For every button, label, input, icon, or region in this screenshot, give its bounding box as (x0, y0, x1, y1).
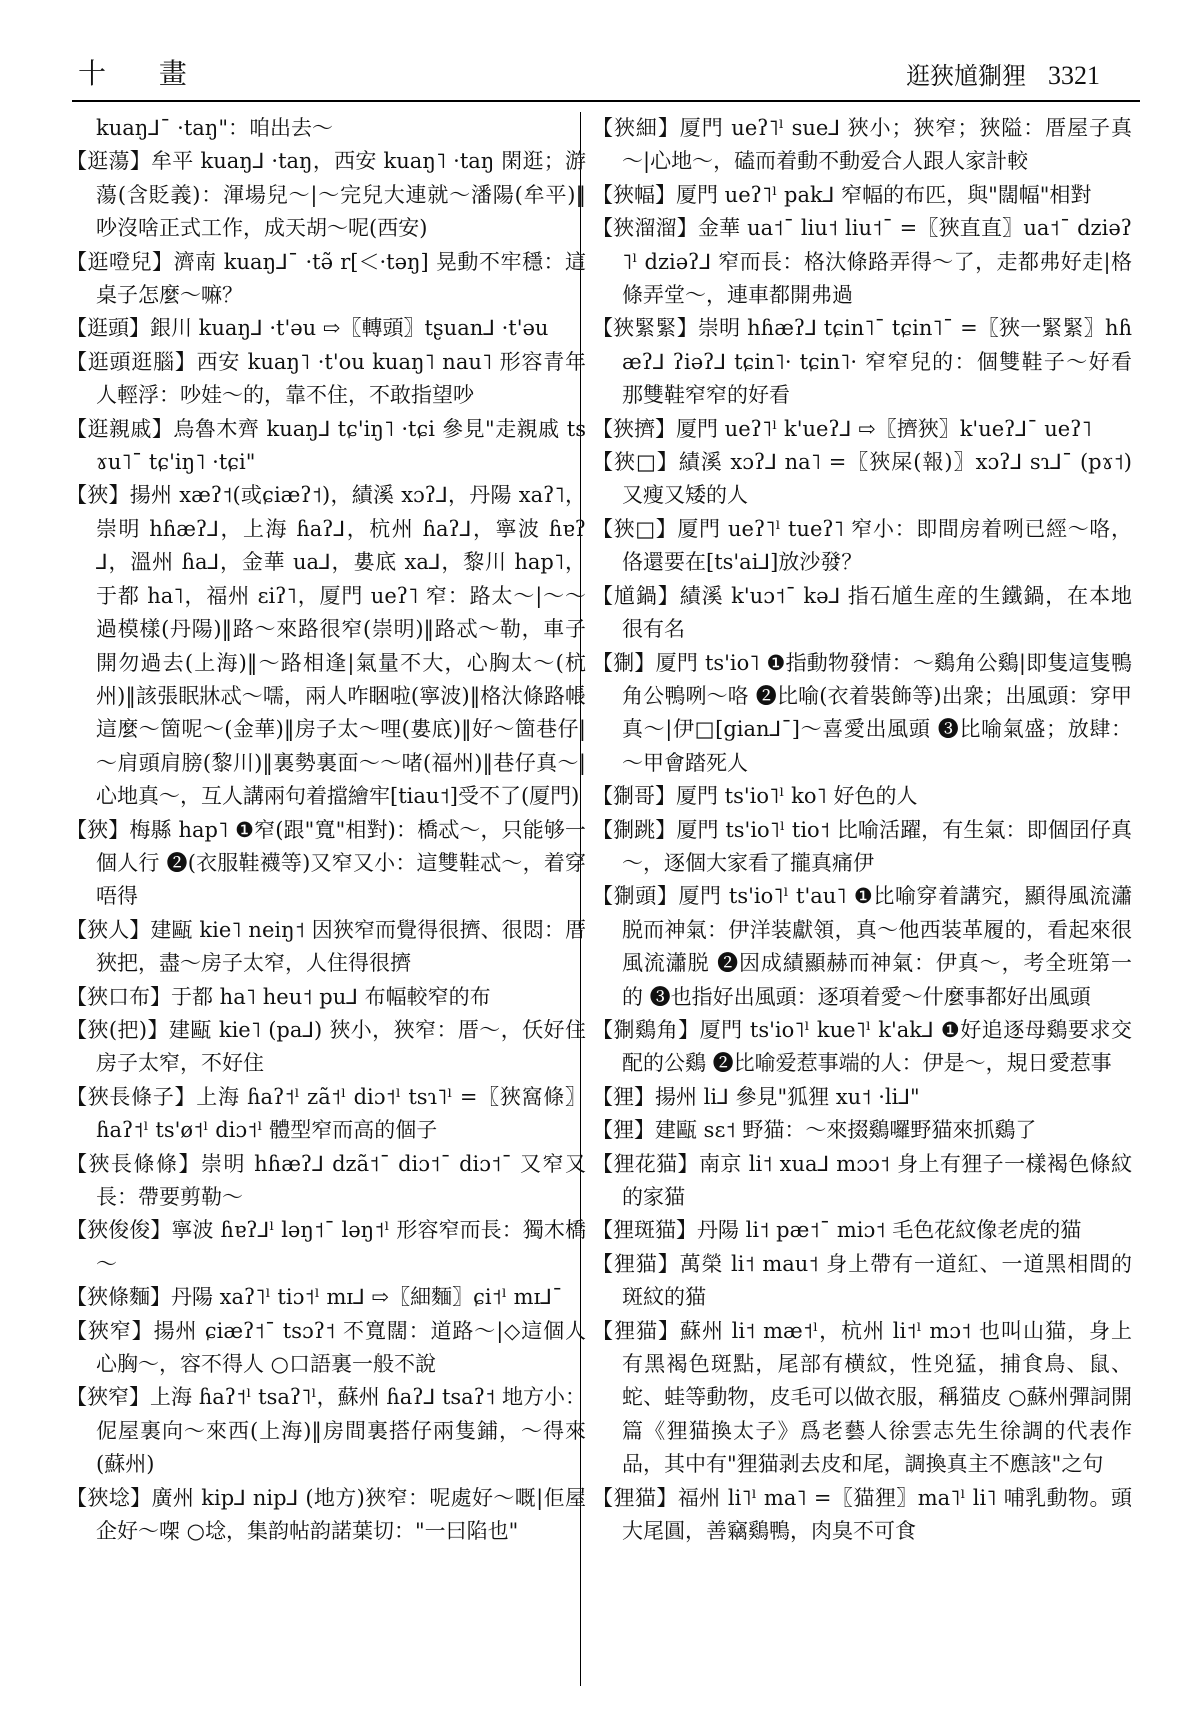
entry-headword: 【狹口布】 (66, 984, 171, 1009)
entry-headword: 【逛親戚】 (66, 416, 174, 441)
entry-definition: 銀川 kuaŋ⅃ ·t'əu ⇨〖轉頭〗tʂuan⅃ ·t'əu (150, 316, 549, 341)
dictionary-entry (66, 1014, 586, 1081)
dictionary-entry (592, 1482, 1132, 1549)
entry-definition: 烏魯木齊 kuaŋ⅃ tɕ'iŋ˥ ·tɕi 參見"走親戚 tsɤu˥ˉ tɕ'iŋ˥ ·tɕi" (96, 416, 586, 475)
entry-definition: 厦門 ueʔ˥ˡ tueʔ˥ 窄小：即間房着咧已經～咯，佫還要在[ts'ai⅃]放沙發？ (622, 516, 1132, 575)
entry-definition: 金華 ua˦ˉ liu˦ liu˦ˉ =〖狹直直〗ua˦ˉ dziəʔ˥ˡ dziəʔ⅃ 窄而長：格汏條路弄得～了，走都弗好走|格條弄堂～，連車都開弗過 (622, 216, 1133, 308)
entry-headword: 【狸猫】 (592, 1318, 680, 1343)
dictionary-entry (66, 1281, 586, 1314)
entry-headword: 【馗鍋】 (592, 583, 680, 608)
entry-definition: 建甌 kie˥ (pa⅃) 狹小，狹窄：厝～，仸好住房子太窄，不好住 (96, 1017, 586, 1076)
dictionary-entry (66, 1214, 586, 1281)
entry-headword: 【狹窄】 (66, 1318, 154, 1343)
dictionary-entry (66, 112, 586, 145)
entry-definition: 梅縣 hap˥ ❶窄(跟"寬"相對)：橋忒～，只能够一個人行 ❷(衣服鞋襪等)又窄又小：這雙鞋忒～，着穿唔得 (96, 817, 587, 909)
entry-headword: 【逛噔兒】 (66, 249, 174, 274)
dictionary-entry (592, 647, 1132, 781)
section-title: 十 畫 (78, 57, 209, 90)
entry-definition: 厦門 ts'io˥ˡ tio˦ 比喻活躍，有生氣：即個囝仔真～，逐個大家看了攏真痛伊 (622, 817, 1133, 875)
dictionary-entry (592, 1014, 1132, 1081)
dictionary-entry (592, 1148, 1132, 1215)
entry-definition: 南京 li˦ xua⅃ mɔɔ˦ 身上有狸子一樣褐色條紋的家猫 (622, 1151, 1132, 1209)
entry-headword: 【狸猫】 (592, 1251, 680, 1276)
entry-headword: 【逛頭】 (66, 316, 150, 341)
page-header (78, 52, 1100, 102)
entry-headword: 【狹窄】 (66, 1385, 151, 1410)
entry-definition: kuaŋ⅃ˉ ·taŋ"：咱出去～ (96, 116, 333, 140)
running-head-chars: 逛狹馗猘狸 (906, 62, 1026, 90)
entry-headword: 【狹長條子】 (66, 1084, 197, 1109)
entry-headword: 【狹緊緊】 (592, 316, 698, 341)
dictionary-entry (66, 1148, 586, 1215)
page-number: 3321 (1048, 61, 1100, 90)
entry-definition: 崇明 hɦæʔ⅃ dzã˦ˉ diɔ˦ˉ diɔ˦ˉ 又窄又長：帶要剪勒～ (96, 1151, 587, 1209)
dictionary-entry (592, 446, 1132, 513)
entry-definition: 績溪 k'uɔ˦ˉ kə⅃ 指石馗生産的生鐵鍋，在本地很有名 (622, 583, 1132, 642)
entry-definition: 厦門 ts'io˥ˡ kue˥ˡ k'ak⅃ ❶好追逐母鷄要求交配的公鷄 ❷比喻爱惹事端的人：伊是～，規日愛惹事 (622, 1017, 1132, 1076)
dictionary-entry (592, 1214, 1132, 1247)
entry-headword: 【猘】 (592, 650, 656, 675)
entry-definition: 建甌 kie˥ neiŋ˦ 因狹窄而覺得很擠、很悶：厝狹把，盡～房子太窄，人住得很擠 (96, 917, 586, 976)
entry-definition: 萬榮 li˦ mau˦ 身上帶有一道紅、一道黑相間的斑紋的猫 (622, 1251, 1133, 1310)
entry-definition: 揚州 xæʔ˦(或ɕiæʔ˦)，績溪 xɔʔ⅃，丹陽 xaʔ˥，崇明 hɦæʔ⅃，上海 ɦaʔ⅃，杭州 ɦaʔ⅃，寧波 ɦɐʔ⅃，溫州 ɦa⅃，金華 ua⅃，婁底 xa⅃，黎川 hap˥，于都 ha˥，福州 ɛiʔ˥，厦門 ueʔ˥ 窄：路太～|～～過模樣(丹陽)‖路～來路很窄(崇明)‖路忒～勒，車子開勿過去(上海)‖～路相逢|氣量不大，心胸太～(杭州)‖該張眠牀忒～嚅，兩人咋睏啦(寧波)‖格汏條路帳這麼～箇呢～(金華)‖房子太～哩(婁底)‖好～箇巷仔|～肩頭肩膀(黎川)‖裏勢裏面～～啫(福州)‖巷仔真～|心地真～，互人講兩句着擋繪牢[tiau˦]受不了(厦門) (96, 483, 587, 809)
entry-headword: 【狹幅】 (592, 182, 676, 207)
dictionary-entry (66, 1482, 586, 1549)
dictionary-entry (66, 814, 586, 914)
entry-definition: 績溪 xɔʔ⅃ na˥ =〖狹屎(報)〗xɔʔ⅃ sɿ⅃ˉ (pɤ˦) 又瘦又矮的人 (622, 450, 1132, 508)
entry-headword: 【狹】 (66, 817, 130, 842)
dictionary-entry (66, 1381, 586, 1481)
entry-definition: 于都 ha˥ heu˦ pu⅃ 布幅較窄的布 (171, 984, 491, 1009)
dictionary-entry (592, 1315, 1132, 1482)
entry-headword: 【狹□】 (592, 450, 679, 475)
entry-headword: 【猘頭】 (592, 884, 679, 909)
entry-definition: 廣州 kip⅃ nip⅃ (地方)狹窄：呢處好～嘅|佢屋企好～㗎 ○埝，集韵帖韵諾葉切："一曰陷也" (96, 1485, 586, 1544)
dictionary-entry (592, 179, 1132, 212)
entry-definition: 崇明 hɦæʔ⅃ tɕin˥ˉ tɕin˥ˉ =〖狹一緊緊〗hɦæʔ⅃ ʔiəʔ⅃ tɕin˥· tɕin˥· 窄窄兒的：個雙鞋子～好看那雙鞋窄窄的好看 (622, 316, 1132, 408)
entry-headword: 【狸斑猫】 (592, 1218, 697, 1243)
dictionary-entry (592, 212, 1132, 312)
entry-definition: 揚州 ɕiæʔ˦ˉ tsɔʔ˦ 不寬闊：道路～|◇這個人心胸～，容不得人 ○口語裏一般不說 (96, 1318, 586, 1377)
entry-headword: 【狹□】 (592, 516, 678, 541)
entry-headword: 【狹擠】 (592, 416, 676, 441)
entry-headword: 【狸花猫】 (592, 1151, 699, 1176)
entry-headword: 【狹溜溜】 (592, 216, 698, 241)
left-column (66, 112, 586, 1548)
dictionary-entry (592, 312, 1132, 412)
dictionary-entry (66, 1081, 586, 1148)
entry-definition: 厦門 ueʔ˥ˡ k'ueʔ⅃ ⇨〖擠狹〗k'ueʔ⅃ˉ ueʔ˥ (676, 416, 1092, 441)
entry-definition: 厦門 ueʔ˥ˡ sue⅃ 狹小；狹窄；狹隘：厝屋子真～|心地～，磕而着動不動爱合人跟人家計較 (622, 116, 1133, 174)
entry-definition: 濟南 kuaŋ⅃ˉ ·tə̃ r[＜·təŋ] 晃動不牢穩：這桌子怎麼～嘛？ (96, 249, 586, 308)
dictionary-entry (66, 981, 586, 1014)
entry-definition: 牟平 kuaŋ⅃ ·taŋ，西安 kuaŋ˥ ·taŋ 閑逛；游蕩(含貶義)：渾場兒～|～完兒大連就～潘陽(牟平)‖吵沒啥正式工作，成天胡～呢(西安) (96, 149, 587, 241)
entry-headword: 【狸】 (592, 1118, 655, 1143)
entry-definition: 西安 kuaŋ˥ ·t'ou kuaŋ˥ nau˥ 形容青年人輕浮：吵娃～的，靠不住，不敢指望吵 (96, 349, 586, 408)
entry-definition: 丹陽 xaʔ˥ˡ tiɔ˦ˡ mɪ⅃ ⇨〖細麵〗ɕi˦ˡ mɪ⅃ˉ (171, 1285, 563, 1310)
dictionary-entry (592, 814, 1132, 881)
entry-headword: 【狹條麵】 (66, 1285, 171, 1310)
entry-headword: 【狹長條條】 (66, 1151, 201, 1176)
entry-headword: 【狸猫】 (592, 1485, 678, 1510)
running-head (906, 56, 1100, 91)
entry-headword: 【猘哥】 (592, 784, 676, 809)
right-column (592, 112, 1132, 1548)
entry-definition: 建甌 sɛ˦ 野猫：～來掇鷄囉野猫來抓鷄了 (655, 1118, 1037, 1143)
dictionary-entry (592, 1248, 1132, 1315)
dictionary-entry (66, 246, 586, 313)
dictionary-entry (592, 880, 1132, 1014)
entry-definition: 上海 ɦaʔ˦ˡ zã˦ˡ diɔ˦ˡ tsɿ˥ˡ =〖狹窩條〗ɦaʔ˦ˡ ts'ø˦ˡ diɔ˦ˡ 體型窄而高的個子 (96, 1084, 587, 1143)
entry-headword: 【狹俊俊】 (66, 1218, 172, 1243)
dictionary-entry (592, 1114, 1132, 1147)
dictionary-entry (66, 1315, 586, 1382)
entry-definition: 厦門 ueʔ˥ˡ pak⅃ 窄幅的布匹，與"闊幅"相對 (676, 182, 1092, 207)
entry-definition: 上海 ɦaʔ˦ˡ tsaʔ˥ˡ，蘇州 ɦaʔ⅃ tsaʔ˦ 地方小：伲屋裏向～來西(上海)‖房間裏搭仔兩隻鋪，～得來(蘇州) (96, 1385, 586, 1477)
header-rule (72, 100, 1140, 102)
entry-headword: 【猘鷄角】 (592, 1017, 700, 1042)
dictionary-entry (66, 413, 586, 480)
entry-definition: 揚州 li⅃ 參見"狐狸 xu˦ ·li⅃" (655, 1084, 920, 1109)
entry-headword: 【狹人】 (66, 917, 151, 942)
entry-headword: 【猘跳】 (592, 817, 677, 842)
entry-definition: 福州 li˥ˡ ma˥ =〖猫狸〗ma˥ˡ li˥ 哺乳動物。頭大尾圓，善竊鷄鴨，肉臭不可食 (622, 1485, 1132, 1544)
entry-headword: 【狹(把)】 (66, 1017, 169, 1042)
dictionary-entry (592, 1081, 1132, 1114)
entry-definition: 寧波 ɦɐʔ⅃ˡ ləŋ˦ˉ ləŋ˦ˡ 形容窄而長：獨木橋～ (96, 1218, 587, 1276)
dictionary-entry (66, 346, 586, 413)
entry-definition: 丹陽 li˦ pæ˦ˉ miɔ˦ 毛色花紋像老虎的猫 (697, 1218, 1082, 1243)
dictionary-entry (592, 112, 1132, 179)
dictionary-entry (592, 780, 1132, 813)
entry-headword: 【狹】 (66, 483, 130, 508)
dictionary-entry (66, 312, 586, 345)
entry-headword: 【逛蕩】 (66, 149, 152, 174)
entry-headword: 【狸】 (592, 1084, 655, 1109)
entry-headword: 【狹埝】 (66, 1485, 152, 1510)
entry-headword: 【逛頭逛腦】 (66, 349, 197, 374)
entry-definition: 蘇州 li˦ mæ˦ˡ，杭州 li˦ˡ mɔ˦ 也叫山猫，身上有黑褐色斑點，尾部有横紋，性兇猛，捕食鳥、鼠、蛇、蛙等動物，皮毛可以做衣服，稱猫皮 ○蘇州彈詞開篇《狸猫換太子》爲老藝人徐雲志先生徐調的代表作品，其中有"狸猫剥去皮和尾，調換真主不應該"之句 (622, 1318, 1133, 1477)
dictionary-entry (592, 580, 1132, 647)
entry-definition: 厦門 ts'io˥ˡ t'au˥ ❶比喻穿着講究，顯得風流瀟脱而神氣：伊洋装獻領，真～他西装革履的，看起來很風流瀟脱 ❷因成績顯赫而神氣：伊真～，考全班第一的 ❸也指好出風頭：逐項着愛～什麼事都好出風頭 (622, 884, 1133, 1009)
dictionary-entry (66, 145, 586, 245)
dictionary-entry (66, 914, 586, 981)
entry-headword: 【狹細】 (592, 116, 680, 140)
dictionary-entry (592, 413, 1132, 446)
dictionary-entry (66, 479, 586, 813)
entry-definition: 厦門 ts'io˥ ❶指動物發情：～鷄角公鷄|即隻這隻鴨角公鴨咧～咯 ❷比喻(衣着裝飾等)出衆；出風頭：穿甲真～|伊□[gian⅃ˉ]～喜愛出風頭 ❸比喻氣盛；放肆：～甲會踏死人 (622, 650, 1132, 775)
entry-definition: 厦門 ts'io˥ˡ ko˥ 好色的人 (676, 784, 918, 809)
dictionary-entry (592, 513, 1132, 580)
